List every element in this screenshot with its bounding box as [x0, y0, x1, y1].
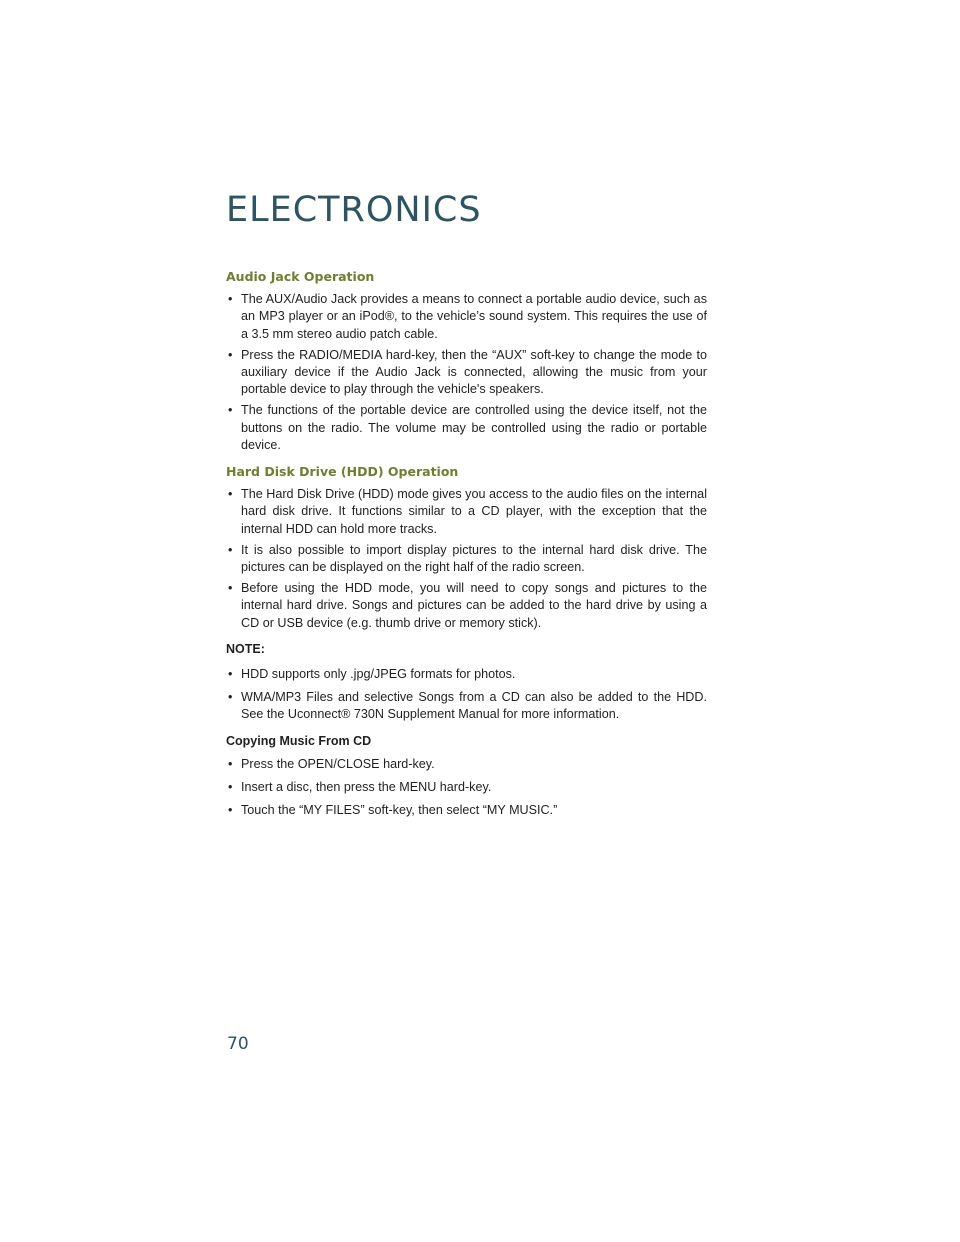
- list-item-text: Touch the “MY FILES” soft-key, then select “MY MUSIC.”: [241, 803, 558, 818]
- bullet-icon: •: [228, 780, 233, 795]
- list-item: [226, 802, 707, 819]
- bullet-icon: •: [228, 403, 233, 418]
- list-item-text: WMA/MP3 Files and selective Songs from a CD can also be added to the HDD. See the Uconnect® 730N Supplement Manual for more information.: [241, 690, 707, 722]
- list-item: [226, 689, 707, 723]
- list-item: [226, 402, 707, 454]
- list-item: [226, 291, 707, 343]
- list-item: [226, 666, 707, 683]
- bullet-icon: •: [228, 690, 233, 705]
- bullet-icon: •: [228, 542, 233, 557]
- list-item: [226, 347, 707, 399]
- note-label: NOTE:: [226, 641, 265, 656]
- bullet-icon: •: [228, 756, 233, 771]
- list-item-text: Insert a disc, then press the MENU hard-key.: [241, 780, 492, 795]
- list-item-text: The functions of the portable device are controlled using the device itself, not the buttons on the radio. The volume may be controlled using the radio or portable device.: [241, 403, 707, 452]
- list-item-text: The Hard Disk Drive (HDD) mode gives you access to the audio files on the internal hard disk drive. It functions similar to a CD player, with the exception that the internal HDD can hold more tracks.: [241, 487, 707, 536]
- hdd-list: [226, 486, 707, 632]
- note-list: [226, 666, 707, 724]
- page-number: 70: [227, 1034, 249, 1054]
- list-item-text: It is also possible to import display pictures to the internal hard disk drive. The pictures can be displayed on the right half of the radio screen.: [241, 542, 707, 575]
- list-item-text: The AUX/Audio Jack provides a means to connect a portable audio device, such as an MP3 player or an iPod®, to the vehicle’s sound system. This requires the use of a 3.5 mm stereo audio patch cable.: [241, 292, 707, 341]
- bullet-icon: •: [228, 581, 233, 596]
- page-title: ELECTRONICS: [226, 190, 482, 230]
- bullet-icon: •: [228, 803, 233, 818]
- section-title-hdd: Hard Disk Drive (HDD) Operation: [226, 464, 459, 480]
- list-item-text: Press the OPEN/CLOSE hard-key.: [241, 756, 435, 771]
- list-item: [226, 756, 707, 773]
- list-item: [226, 580, 707, 632]
- list-item-text: Press the RADIO/MEDIA hard-key, then the “AUX” soft-key to change the mode to auxiliary device if the Audio Jack is connected, allowing the music from your portable device to play through the vehicle's speakers.: [241, 347, 707, 397]
- section-title-audio-jack: Audio Jack Operation: [226, 269, 375, 284]
- bullet-icon: •: [228, 667, 233, 682]
- bullet-icon: •: [228, 487, 233, 502]
- page-content: [226, 268, 707, 828]
- list-item: [226, 779, 707, 796]
- bullet-icon: •: [228, 347, 233, 362]
- list-item-text: Before using the HDD mode, you will need to copy songs and pictures to the internal hard drive. Songs and pictures can be added to the hard drive by using a CD or USB device (e.g. thumb drive or memory stick).: [241, 581, 707, 630]
- list-item: [226, 486, 707, 538]
- list-item: [226, 542, 707, 576]
- copying-music-list: [226, 756, 707, 820]
- copying-music-title: Copying Music From CD: [226, 733, 372, 748]
- bullet-icon: •: [228, 292, 233, 307]
- list-item-text: HDD supports only .jpg/JPEG formats for photos.: [241, 667, 516, 682]
- audio-jack-list: [226, 291, 707, 454]
